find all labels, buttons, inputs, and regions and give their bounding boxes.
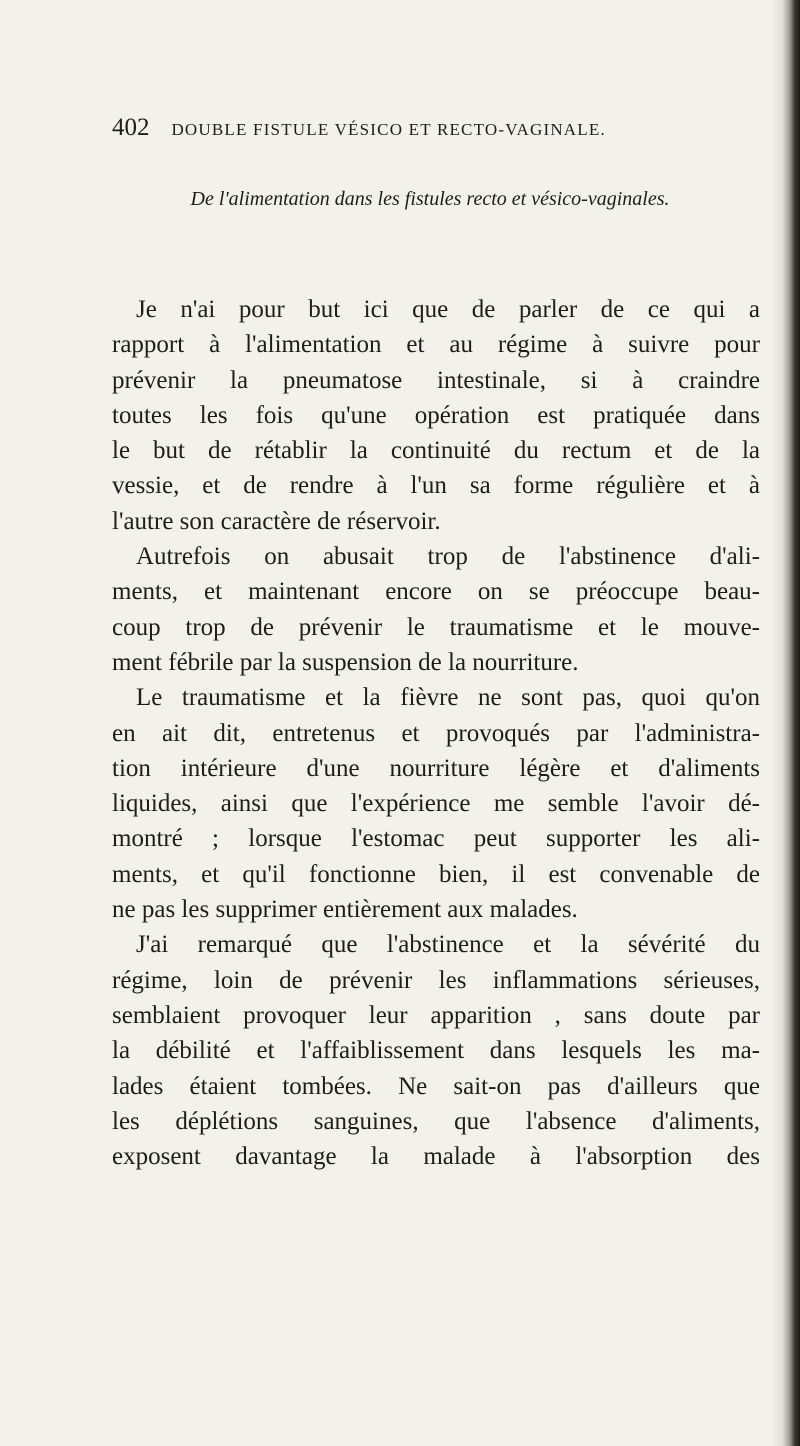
text-line: les déplétions sanguines, que l'absence d'aliments, (112, 1107, 760, 1135)
text-line: Je n'ai pour but ici que de parler de ce qui a (136, 296, 760, 323)
text-line: coup trop de prévenir le traumatisme et le mouve- (112, 613, 760, 641)
page-number: 402 (112, 114, 150, 141)
section-title: De l'alimentation dans les fistules recto et vésico-vaginales. (190, 188, 670, 210)
text-line: toutes les fois qu'une opération est pratiquée dans (112, 401, 760, 429)
text-line: la débilité et l'affaiblissement dans lesquels les ma- (112, 1037, 760, 1065)
text-line: montré ; lorsque l'estomac peut supporter les ali- (112, 825, 760, 853)
text-line: régime, loin de prévenir les inflammations sérieuses, (112, 966, 760, 994)
text-line: le but de rétablir la continuité du rectum et de la (112, 437, 760, 465)
text-line: ne pas les supprimer entièrement aux malades. (112, 896, 578, 924)
text-line: semblaient provoquer leur apparition , sans doute par (112, 1001, 760, 1029)
page-edge (782, 0, 800, 1446)
text-line: rapport à l'alimentation et au régime à suivre pour (112, 331, 760, 359)
text-line: prévenir la pneumatose intestinale, si à craindre (112, 366, 760, 394)
text-line: vessie, et de rendre à l'un sa forme régulière et à (112, 472, 760, 500)
text-line: Autrefois on abusait trop de l'abstinence d'ali- (136, 543, 760, 571)
running-head (112, 114, 752, 142)
text-line: ments, et qu'il fonctionne bien, il est convenable de (112, 860, 760, 888)
text-line: tion intérieure d'une nourriture légère et d'aliments (112, 754, 760, 782)
text-line: Le traumatisme et la fièvre ne sont pas, quoi qu'on (136, 684, 760, 712)
running-head-title: DOUBLE FISTULE VÉSICO ET RECTO-VAGINALE. (171, 120, 606, 139)
text-line: lades étaient tombées. Ne sait-on pas d'ailleurs que (112, 1072, 760, 1100)
body-text (112, 292, 760, 1174)
text-line: J'ai remarqué que l'abstinence et la sévérité du (136, 931, 760, 959)
page-edge-shadow (772, 0, 782, 1446)
text-line: l'autre son caractère de réservoir. (112, 507, 441, 535)
text-line: ment fébrile par la suspension de la nourriture. (112, 648, 579, 676)
text-line: en ait dit, entretenus et provoqués par l'administra- (112, 719, 760, 747)
text-line: ments, et maintenant encore on se préoccupe beau- (112, 578, 760, 606)
text-line: exposent davantage la malade à l'absorption des (112, 1143, 760, 1171)
text-line: liquides, ainsi que l'expérience me semble l'avoir dé- (112, 790, 760, 818)
